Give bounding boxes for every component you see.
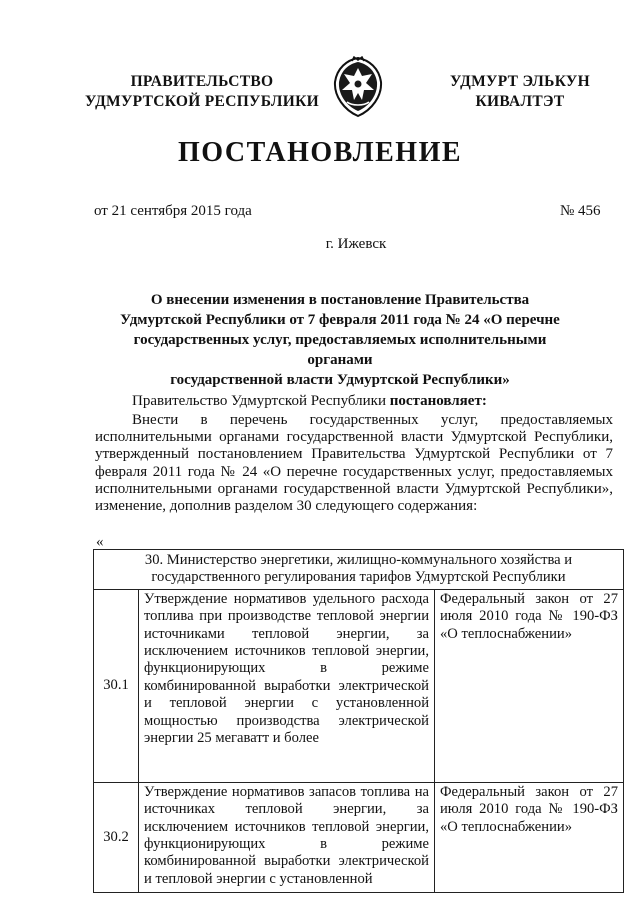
- table-row: [94, 589, 624, 782]
- title-line: государственной власти Удмуртской Республики»: [170, 372, 510, 388]
- title-line: государственных услуг, предоставляемых исполнительными органами: [133, 332, 547, 368]
- service-description-cell: Утверждение нормативов удельного расхода топлива при производстве тепловой энергии источниками тепловой энергии, за исключением источников тепловой энергии, функционирующих в режиме комбинированной выработки электрической и тепловой энергии с установленной мощностью производства электрической энергии 25 мегаватт и более: [139, 589, 435, 782]
- government-name-udmurt-line-1: УДМУРТ ЭЛЬКУН: [450, 73, 590, 90]
- decree-intro: Правительство Удмуртской Республики: [132, 393, 390, 409]
- document-number: № 456: [560, 203, 601, 219]
- decree-paragraph: [132, 393, 487, 410]
- section-header-cell: 30. Министерство энергетики, жилищно-коммунального хозяйства и государственного регулирования тарифов Удмуртской Республики: [94, 550, 624, 590]
- service-description-cell: Утверждение нормативов запасов топлива на источниках тепловой энергии, за исключением источников тепловой энергии, функционирующих в режиме комбинированной выработки электрической и тепловой энергии с установленной: [139, 782, 435, 892]
- title-line: О внесении изменения в постановление Правительства: [150, 292, 530, 308]
- decree-keyword: постановляет:: [389, 393, 487, 409]
- document-title: [100, 290, 580, 390]
- table-row: [94, 782, 624, 892]
- row-number-cell: 30.2: [94, 782, 139, 892]
- legal-basis-cell: Федеральный закон от 27 июля 2010 года № 190-ФЗ «О теплоснабжении»: [435, 782, 624, 892]
- government-name-russian: [82, 72, 322, 112]
- legal-basis-cell: Федеральный закон от 27 июля 2010 года № 190-ФЗ «О теплоснабжении»: [435, 589, 624, 782]
- opening-quote: «: [96, 534, 104, 550]
- services-table: [93, 549, 624, 893]
- document-city: г. Ижевск: [325, 236, 387, 252]
- coat-of-arms-icon: [330, 56, 386, 118]
- document-date: от 21 сентября 2015 года: [94, 203, 252, 219]
- document-type: ПОСТАНОВЛЕНИЕ: [177, 137, 463, 168]
- title-line: Удмуртской Республики от 7 февраля 2011 года № 24 «О перечне: [120, 312, 560, 328]
- government-name-udmurt-line-2: КИВАЛТЭТ: [475, 93, 565, 110]
- government-name-udmurt: [425, 72, 615, 112]
- row-number-cell: 30.1: [94, 589, 139, 782]
- table-section-row: [94, 550, 624, 590]
- government-name-line-1: ПРАВИТЕЛЬСТВО: [130, 73, 274, 90]
- body-paragraph: Внести в перечень государственных услуг, предоставляемых исполнительными органами государственной власти Удмуртской Республики, утвержденный постановлением Правительства Удмуртской Республики от 7 февраля 2011 года № 24 «О перечне государственных услуг, предоставляемых исполнительными органами государственной власти Удмуртской Республики», изменение, дополнив разделом 30 следующего содержания:: [95, 412, 613, 515]
- government-name-line-2: УДМУРТСКОЙ РЕСПУБЛИКИ: [84, 93, 319, 110]
